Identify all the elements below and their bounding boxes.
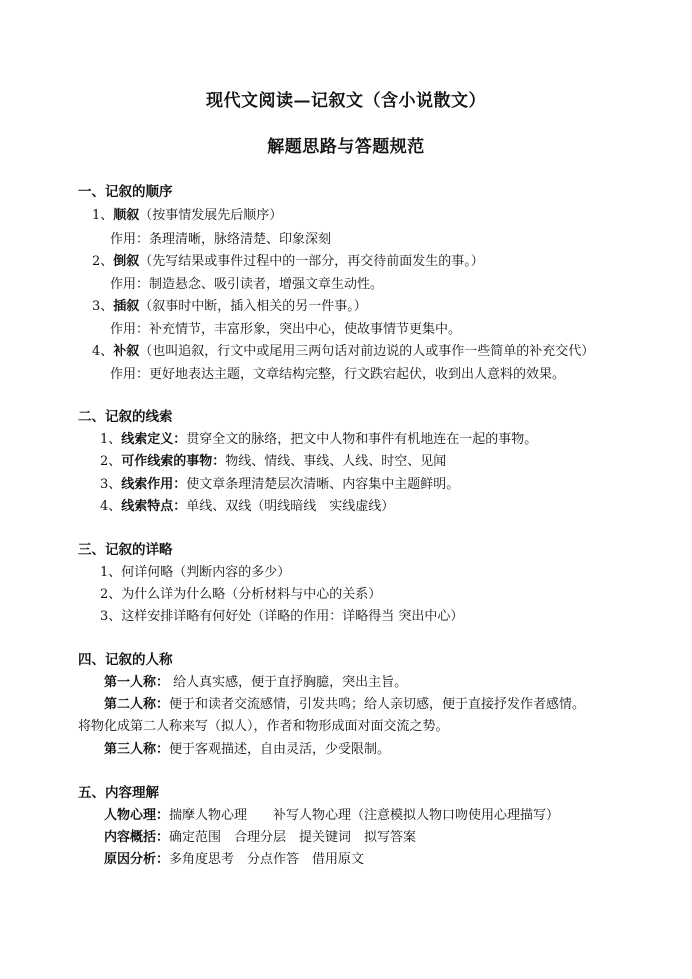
s5-row-1 [104, 807, 559, 825]
term: 第三人称： [104, 742, 170, 757]
term: 内容概括： [104, 830, 170, 845]
s5-row-3 [104, 851, 364, 869]
description: （叙事时中断，插入相关的另一件事。） [139, 299, 367, 314]
s2-item-2 [100, 453, 446, 471]
s1-item-2 [92, 253, 484, 271]
item-number: 3、 [100, 477, 122, 492]
item-text: 物线、情线、事线、人线、时空、见闻 [225, 454, 447, 469]
s4-second-person-cont: 将物化成第二人称来写（拟人），作者和物形成面对面交流之势。 [78, 719, 449, 734]
s1-item-1 [92, 207, 282, 225]
section-2-heading: 二、记叙的线索 [78, 409, 173, 425]
s1-item-2-effect: 作用：制造悬念、吸引读者，增强文章生动性。 [110, 277, 384, 292]
description: （先写结果或事件过程中的一部分，再交待前面发生的事。） [139, 254, 484, 269]
s1-item-3 [92, 298, 367, 316]
item-number: 4、 [92, 344, 114, 359]
item-number: 2、 [100, 454, 122, 469]
s4-third-person [104, 741, 390, 759]
s4-second-person [104, 696, 585, 714]
s3-item-1: 1、何详何略（判断内容的多少） [100, 565, 291, 580]
s1-item-4-effect: 作用：更好地表达主题，文章结构完整，行文跌宕起伏，收到出人意料的效果。 [110, 367, 566, 382]
document-subtitle: 解题思路与答题规范 [267, 137, 425, 157]
section-3-heading: 三、记叙的详略 [78, 542, 173, 558]
s4-first-person [104, 674, 407, 692]
term: 补叙 [113, 344, 140, 359]
s2-item-3 [100, 476, 459, 494]
term: 原因分析： [104, 852, 170, 867]
s3-item-3: 3、这样安排详略有何好处（详略的作用：详略得当 突出中心） [100, 609, 464, 624]
item-text: 便于和读者交流感情，引发共鸣；给人亲切感，便于直接抒发作者感情。 [169, 697, 586, 712]
item-text: 使文章条理清楚层次清晰、内容集中主题鲜明。 [186, 477, 460, 492]
item-number: 4、 [100, 499, 122, 514]
item-text: 给人真实感，便于直抒胸臆，突出主旨。 [169, 675, 408, 690]
s3-item-2: 2、为什么详为什么略（分析材料与中心的关系） [100, 587, 382, 602]
term: 插叙 [113, 299, 140, 314]
description: （也叫追叙，行文中或尾用三两句话对前边说的人或事作一些简单的补充交代） [139, 344, 595, 359]
item-text: 确定范围 合理分层 提关键词 拟写答案 [169, 830, 417, 845]
section-4-heading: 四、记叙的人称 [78, 652, 173, 668]
section-1-heading: 一、记叙的顺序 [78, 184, 173, 200]
s2-item-1 [100, 431, 537, 449]
item-text: 单线、双线（明线暗线 实线虚线） [186, 499, 395, 514]
term: 线索作用： [121, 477, 187, 492]
item-text: 多角度思考 分点作答 借用原文 [169, 852, 365, 867]
s1-item-4 [92, 343, 594, 361]
item-text: 便于客观描述，自由灵活，少受限制。 [169, 742, 391, 757]
term: 倒叙 [113, 254, 140, 269]
item-number: 2、 [92, 254, 114, 269]
item-number: 1、 [92, 208, 114, 223]
s2-item-4 [100, 498, 394, 516]
section-5-heading: 五、内容理解 [78, 785, 159, 801]
document-title: 现代文阅读—记叙文（含小说散文） [206, 91, 486, 111]
description: （按事情发展先后顺序） [139, 208, 283, 223]
term: 顺叙 [113, 208, 140, 223]
term: 第二人称： [104, 697, 170, 712]
term: 人物心理： [104, 808, 170, 823]
s5-row-2 [104, 829, 416, 847]
item-number: 3、 [92, 299, 114, 314]
term: 可作线索的事物： [121, 454, 226, 469]
item-number: 1、 [100, 432, 122, 447]
term: 线索定义： [121, 432, 187, 447]
item-text: 贯穿全文的脉络，把文中人物和事件有机地连在一起的事物。 [186, 432, 538, 447]
s1-item-1-effect: 作用：条理清晰，脉络清楚、印象深刻 [110, 232, 332, 247]
term: 第一人称： [104, 675, 170, 690]
term: 线索特点： [121, 499, 187, 514]
item-text: 揣摩人物心理 补写人物心理（注意模拟人物口吻使用心理描写） [169, 808, 560, 823]
s1-item-3-effect: 作用：补充情节，丰富形象，突出中心，使故事情节更集中。 [110, 322, 462, 337]
